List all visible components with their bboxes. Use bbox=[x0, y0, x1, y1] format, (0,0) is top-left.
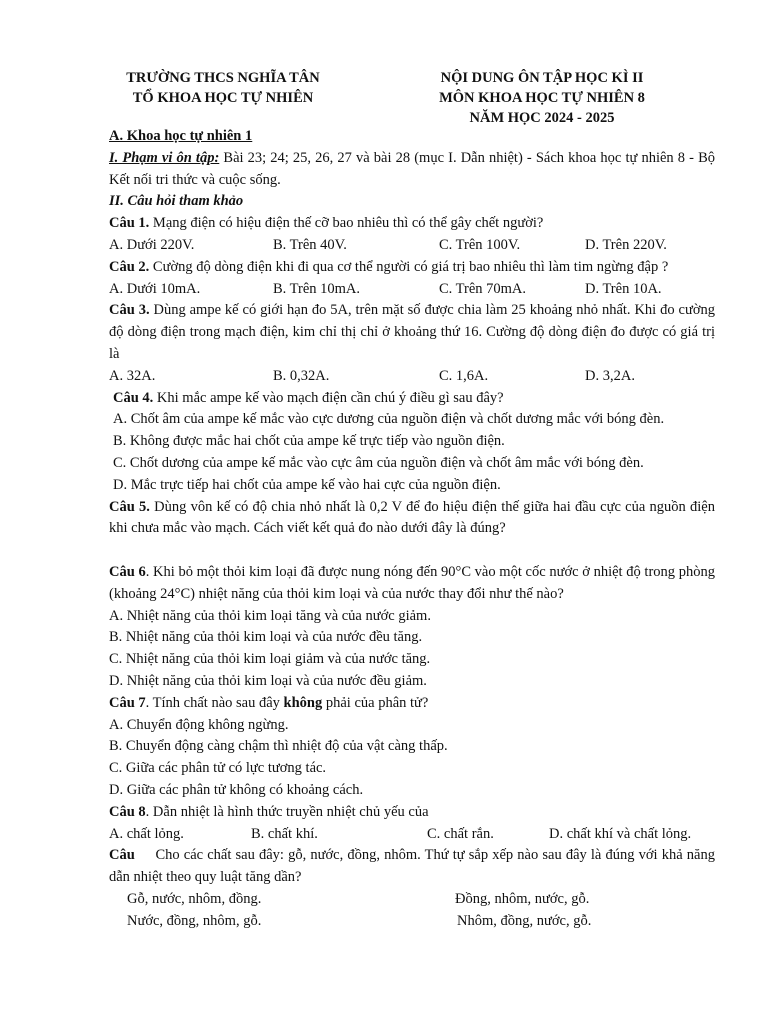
option-a: A. Chuyển động không ngừng. bbox=[109, 716, 289, 733]
school-year: NĂM HỌC 2024 - 2025 bbox=[469, 110, 615, 126]
option-a: A. Dưới 220V. bbox=[109, 236, 195, 253]
question-1 bbox=[109, 213, 715, 235]
department-name: TỔ KHOA HỌC TỰ NHIÊN bbox=[132, 90, 314, 106]
scope-text: Bài 23; 24; 25, 26, 27 và bài 28 (mục I. Dẫn nhiệt) - Sách khoa học tự nhiên 8 - Bộ Kết nối tri thức và cuộc sống. bbox=[109, 149, 715, 188]
option-4: Nhôm, đồng, nước, gỗ. bbox=[457, 912, 592, 929]
document-body bbox=[109, 126, 719, 932]
option-c: C. 1,6A. bbox=[439, 367, 489, 384]
option-1: Gỗ, nước, nhôm, đồng. bbox=[127, 890, 262, 907]
option-c: C. Chốt dương của ampe kế mắc vào cực âm của nguồn điện và chốt âm mắc với bóng đèn. bbox=[113, 454, 644, 471]
option-2: Đồng, nhôm, nước, gỗ. bbox=[455, 890, 590, 907]
option-a: A. chất lỏng. bbox=[109, 825, 184, 842]
question-6 bbox=[109, 562, 715, 606]
option-d: D. Trên 10A. bbox=[585, 280, 662, 297]
option-b: B. chất khí. bbox=[251, 825, 318, 842]
question-1-options bbox=[109, 235, 715, 257]
option-a: A. Dưới 10mA. bbox=[109, 280, 201, 297]
question-text-end: phải của phân tử? bbox=[322, 694, 429, 711]
option-b: B. Chuyển động càng chậm thì nhiệt độ của vật càng thấp. bbox=[109, 738, 448, 755]
question-9 bbox=[109, 845, 719, 889]
question-label: Câu bbox=[109, 847, 135, 864]
emphasis-text: không bbox=[283, 694, 323, 711]
question-text: Cho các chất sau đây: gỗ, nước, đồng, nhôm. Thứ tự sắp xếp nào sau đây là đúng với khả năng dẫn nhiệt theo quy luật tăng dần? bbox=[109, 847, 719, 886]
question-3-options bbox=[109, 366, 715, 388]
option-a: A. Chốt âm của ampe kế mắc vào cực dương của nguồn điện và chốt dương mắc với bóng đèn. bbox=[113, 411, 665, 428]
question-label: Câu 7 bbox=[109, 694, 146, 711]
question-text: Dùng ampe kế có giới hạn đo 5A, trên mặt số được chia làm 25 khoảng nhỏ nhất. Khi đo cường độ dòng điện trong mạch điện, kim chỉ thị chỉ ở khoảng thứ 16. Cường độ dòng điện đo được có giá trị là bbox=[109, 302, 715, 362]
document-title: NỘI DUNG ÔN TẬP HỌC KÌ II bbox=[440, 70, 644, 86]
question-3 bbox=[109, 300, 715, 365]
option-c: C. Trên 100V. bbox=[439, 236, 521, 253]
scope-paragraph bbox=[109, 148, 715, 192]
question-label: Câu 3. bbox=[109, 302, 150, 319]
option-c: C. Trên 70mA. bbox=[439, 280, 527, 297]
option-c: C. Nhiệt năng của thỏi kim loại giảm và của nước tăng. bbox=[109, 651, 431, 668]
option-d: D. Giữa các phân tử không có khoảng cách. bbox=[109, 781, 364, 798]
question-2-options bbox=[109, 279, 715, 301]
option-3: Nước, đồng, nhôm, gỗ. bbox=[127, 912, 262, 929]
blank-line bbox=[109, 540, 715, 562]
option-b: B. Không được mắc hai chốt của ampe kế trực tiếp vào nguồn điện. bbox=[113, 433, 505, 450]
option-a: A. 32A. bbox=[109, 367, 156, 384]
scope-label: I. Phạm vi ôn tập: bbox=[109, 149, 220, 166]
option-c: C. chất rắn. bbox=[427, 825, 494, 842]
option-d: D. chất khí và chất lỏng. bbox=[549, 825, 692, 842]
subject-title: MÔN KHOA HỌC TỰ NHIÊN 8 bbox=[439, 90, 645, 106]
question-8-options bbox=[109, 824, 715, 846]
question-label: Câu 8 bbox=[109, 803, 146, 820]
question-label: Câu 1. bbox=[109, 215, 150, 232]
question-label: Câu 4. bbox=[113, 389, 154, 406]
option-a: A. Nhiệt năng của thỏi kim loại tăng và của nước giảm. bbox=[109, 607, 431, 624]
school-name: TRƯỜNG THCS NGHĨA TÂN bbox=[126, 70, 320, 86]
question-text: . Khi bỏ một thỏi kim loại đã được nung nóng đến 90°C vào một cốc nước ở nhiệt độ trong phòng (khoảng 24°C) nhiệt năng của thỏi kim loại và của nước thay đổi như thế nào? bbox=[109, 563, 715, 602]
question-text: Dùng vôn kế có độ chia nhỏ nhất là 0,2 V để đo hiệu điện thế giữa hai đầu cực của nguồn điện khi chưa mắc vào mạch. Cách viết kết quả đo nào dưới đây là đúng? bbox=[109, 498, 715, 537]
option-d: D. Trên 220V. bbox=[585, 236, 667, 253]
question-9-options-row-2 bbox=[109, 911, 715, 933]
question-text: . Dẫn nhiệt là hình thức truyền nhiệt chủ yếu của bbox=[145, 803, 429, 820]
school-block bbox=[108, 68, 338, 108]
option-b: B. Nhiệt năng của thỏi kim loại và của nước đều tăng. bbox=[109, 629, 423, 646]
option-d: D. Mắc trực tiếp hai chốt của ampe kế vào hai cực của nguồn điện. bbox=[113, 476, 501, 493]
questions-heading: II. Câu hỏi tham khảo bbox=[109, 193, 244, 210]
question-9-options-row-1 bbox=[109, 889, 715, 911]
option-b: B. 0,32A. bbox=[273, 367, 330, 384]
option-c: C. Giữa các phân tử có lực tương tác. bbox=[109, 760, 327, 777]
title-block bbox=[412, 68, 672, 128]
option-d: D. Nhiệt năng của thỏi kim loại và của nước đều giảm. bbox=[109, 672, 427, 689]
question-text: . Tính chất nào sau đây bbox=[145, 694, 284, 711]
question-label: Câu 5. bbox=[109, 498, 150, 515]
question-7 bbox=[109, 693, 715, 715]
option-b: B. Trên 10mA. bbox=[273, 280, 361, 297]
question-label: Câu 2. bbox=[109, 258, 150, 275]
question-5 bbox=[109, 497, 715, 541]
question-4 bbox=[109, 388, 715, 410]
question-text: Mạng điện có hiệu điện thế cỡ bao nhiêu thì có thể gây chết người? bbox=[149, 215, 544, 232]
question-text: Khi mắc ampe kế vào mạch điện cần chú ý điều gì sau đây? bbox=[153, 389, 504, 406]
option-b: B. Trên 40V. bbox=[273, 236, 347, 253]
question-text: Cường độ dòng điện khi đi qua cơ thể người có giá trị bao nhiêu thì làm tim ngừng đập ? bbox=[149, 258, 669, 275]
question-2 bbox=[109, 257, 715, 279]
section-a-heading: A. Khoa học tự nhiên 1 bbox=[109, 128, 253, 144]
question-label: Câu 6 bbox=[109, 563, 146, 580]
question-8 bbox=[109, 802, 715, 824]
option-d: D. 3,2A. bbox=[585, 367, 635, 384]
